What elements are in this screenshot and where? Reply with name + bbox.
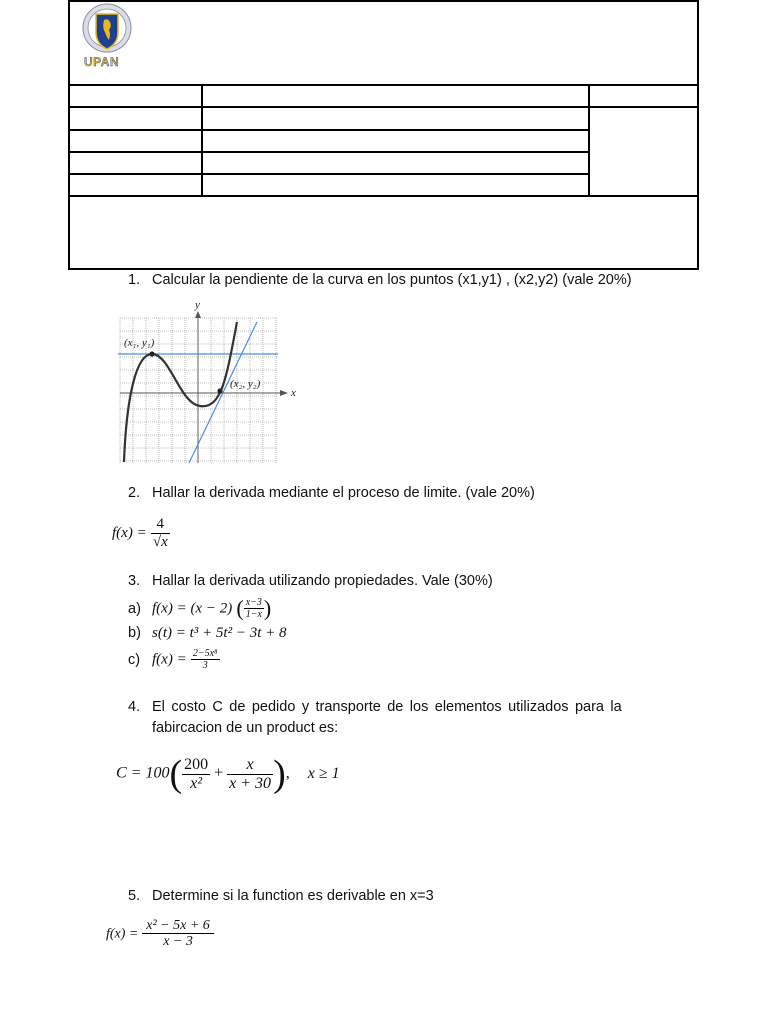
formula-lhs: f(x) = (106, 926, 139, 942)
formula-lhs: f(x) = (152, 651, 187, 668)
y-axis-label: y (195, 299, 200, 311)
x-axis-label: x (291, 387, 296, 399)
table-hline (68, 129, 590, 131)
point-2-label: (x₂, y₂) (230, 378, 261, 390)
shield-emblem-icon (82, 2, 132, 58)
question-number: 5. (128, 888, 141, 904)
item-formula (152, 597, 271, 620)
denominator: 1−x (245, 609, 262, 620)
numerator: 200 (184, 755, 209, 773)
question-text: Calcular la pendiente de la curva en los puntos (x1,y1) , (x2,y2) (vale 20%) (152, 272, 632, 288)
comma: , (285, 764, 290, 782)
numerator: x−3 (245, 597, 262, 608)
question-text-line2: fabircacion de un product es: (152, 720, 339, 736)
numerator: x (227, 756, 273, 775)
denominator: x² (190, 774, 203, 792)
formula-lhs: C = 100 (116, 764, 170, 782)
question-text: Hallar la derivada utilizando propiedades. Vale (30%) (152, 573, 493, 589)
upan-logo (82, 2, 132, 72)
question-number: 3. (128, 573, 141, 589)
numerator: 2−5x⁸ (192, 648, 218, 659)
plus-sign: + (214, 764, 224, 782)
tangent-line-2 (189, 322, 257, 463)
table-hline (68, 173, 590, 175)
point-1-label: (x₁, y₁) (124, 337, 155, 349)
point-1 (149, 351, 154, 356)
item-label: a) (128, 601, 141, 617)
numerator: x² − 5x + 6 (142, 918, 214, 934)
fraction (151, 516, 170, 550)
point-2 (217, 388, 222, 393)
header-divider (68, 84, 699, 86)
x-axis-arrow (280, 390, 288, 396)
fraction (191, 648, 220, 671)
fraction-2 (227, 756, 273, 792)
question-3 (0, 571, 768, 591)
fraction (244, 597, 264, 620)
denominator: x + 30 (229, 774, 272, 792)
paren-open: ( (169, 753, 183, 795)
table-hline (68, 151, 590, 153)
paren-close: ) (263, 595, 272, 621)
question-number: 2. (128, 485, 141, 501)
item-label: c) (128, 652, 141, 668)
item-formula: s(t) = t³ + 5t² − 3t + 8 (152, 625, 287, 641)
denominator: 3 (202, 660, 208, 671)
question-4 (0, 697, 768, 739)
fraction-1 (182, 756, 210, 792)
question-5 (0, 886, 768, 906)
item-label: b) (128, 625, 141, 641)
paren-close: ) (273, 753, 286, 795)
table-hline (68, 106, 699, 108)
question-1 (0, 270, 768, 290)
condition: x ≥ 1 (307, 764, 340, 782)
q3-item-b (0, 623, 768, 643)
table-vline (201, 84, 203, 197)
y-axis-arrow (195, 311, 201, 318)
header-box (68, 0, 699, 270)
question-text-line1: El costo C de pedido y transporte de los elementos utilizados para la (152, 699, 622, 715)
table-vline (588, 84, 590, 197)
paren-open: ( (236, 595, 244, 621)
question-number: 1. (128, 272, 141, 288)
q3-item-a (0, 597, 768, 623)
fraction (142, 918, 214, 950)
formula-lhs: f(x) = (x − 2) (152, 600, 233, 617)
question-text: Hallar la derivada mediante el proceso de limite. (vale 20%) (152, 485, 535, 501)
numerator: 4 (151, 516, 170, 534)
question-2 (0, 483, 768, 503)
question-text: Determine si la function es derivable en x=3 (152, 888, 434, 904)
logo-text: UPAN (84, 55, 120, 69)
formula-q5 (106, 918, 214, 950)
formula-lhs: f(x) = (112, 524, 147, 541)
denominator: x − 3 (163, 934, 193, 950)
formula-q2 (112, 516, 170, 550)
item-formula (152, 648, 220, 671)
curve-graph (112, 298, 302, 468)
graph-svg (112, 298, 302, 468)
table-hline (68, 195, 699, 197)
denominator: √x (152, 533, 168, 550)
question-number: 4. (128, 699, 141, 715)
formula-q4 (116, 752, 340, 796)
q3-item-c (0, 648, 768, 674)
